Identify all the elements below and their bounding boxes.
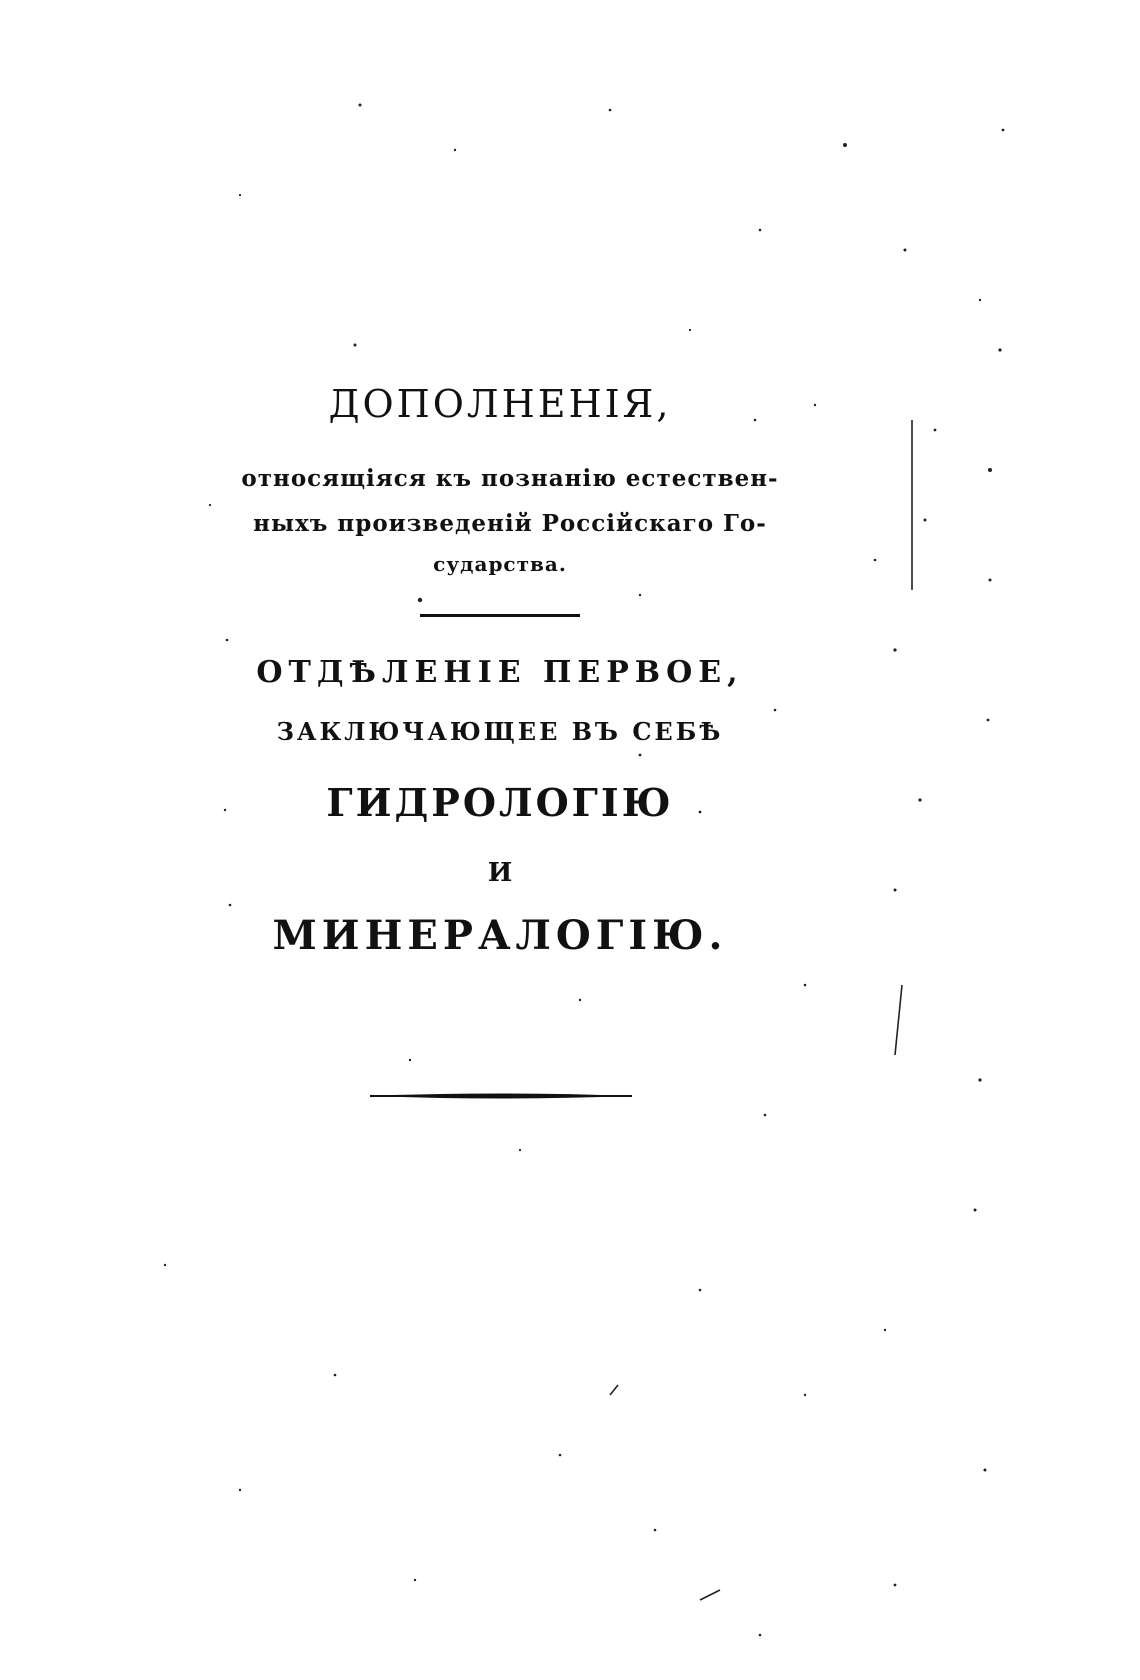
ornamental-swelled-rule <box>370 1092 632 1100</box>
main-title: ДОПОЛНЕНІЯ, <box>328 382 672 426</box>
mineralogy-heading: МИНЕРАЛОГІЮ. <box>272 912 728 959</box>
conjunction-line: И <box>487 858 513 888</box>
subtitle-line-3: сударства. <box>433 552 567 576</box>
containing-line: ЗАКЛЮЧАЮЩЕЕ ВЪ СЕБѢ <box>276 717 724 746</box>
subtitle-line-1: относящіяся къ познанію естествен- <box>241 465 779 492</box>
short-divider-rule <box>420 614 580 617</box>
department-heading: ОТДѢЛЕНІЕ ПЕРВОЕ, <box>256 655 744 690</box>
hydrology-heading: ГИДРОЛОГІЮ <box>326 780 674 825</box>
subtitle-line-2: ныхъ произведеній Россійскаго Го- <box>253 510 767 537</box>
